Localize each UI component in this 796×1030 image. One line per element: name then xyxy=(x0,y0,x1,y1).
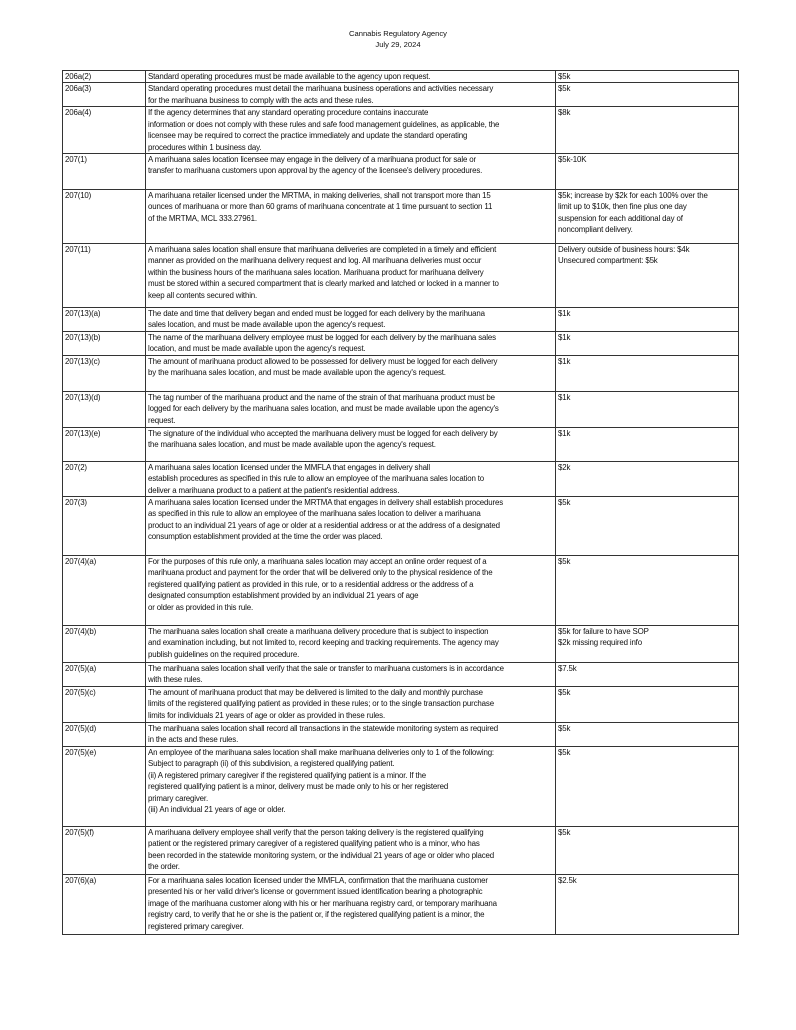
table-row xyxy=(63,723,739,747)
table-row xyxy=(63,461,739,496)
rule-cell: 207(5)(a) xyxy=(63,663,146,687)
rule-cell: 207(13)(a) xyxy=(63,308,146,332)
fine-cell: $1k xyxy=(556,332,739,356)
rule-cell: 206a(4) xyxy=(63,107,146,154)
requirement-cell: The marihuana sales location shall record all transactions in the statewide monitoring system as required in the acts and these rules. xyxy=(146,723,556,747)
rule-cell: 207(11) xyxy=(63,244,146,308)
table-row xyxy=(63,308,739,332)
requirement-cell: A marihuana retailer licensed under the MRTMA, in making deliveries, shall not transport more than 15 ounces of marihuana or more than 60 grams of marihuana concentrate at 1 time pursuant to section 11 of the MRTMA, MCL 333.27961. xyxy=(146,190,556,244)
fine-cell: $5k; increase by $2k for each 100% over the limit up to $10k, then fine plus one day suspension for each additional day of noncompliant delivery. xyxy=(556,190,739,244)
rule-cell: 207(2) xyxy=(63,461,146,496)
rule-cell: 207(5)(e) xyxy=(63,747,146,827)
fine-cell: $1k xyxy=(556,427,739,461)
rule-cell: 207(13)(e) xyxy=(63,427,146,461)
fine-cell: $5k xyxy=(556,71,739,83)
agency-name: Cannabis Regulatory Agency xyxy=(349,29,447,38)
table-row xyxy=(63,427,739,461)
table-row xyxy=(63,875,739,935)
fine-cell: $5k xyxy=(556,83,739,107)
table-row xyxy=(63,687,739,723)
table-row xyxy=(63,190,739,244)
fine-cell: $5k-10K xyxy=(556,154,739,190)
fine-cell: $7.5k xyxy=(556,663,739,687)
requirement-cell: The amount of marihuana product allowed to be possessed for delivery must be logged for each delivery by the marihuana sales location, and must be made available upon the agency's request. xyxy=(146,355,556,391)
rule-cell: 207(4)(b) xyxy=(63,626,146,663)
requirement-cell: The tag number of the marihuana product and the name of the strain of that marihuana product must be logged for each delivery by the marihuana sales location, and must be made available upon the agency's request. xyxy=(146,391,556,427)
rule-cell: 207(13)(c) xyxy=(63,355,146,391)
table-row xyxy=(63,83,739,107)
table-row xyxy=(63,497,739,556)
table-row xyxy=(63,71,739,83)
requirement-cell: The name of the marihuana delivery employee must be logged for each delivery by the marihuana sales location, and must be made available upon the agency's request. xyxy=(146,332,556,356)
requirement-cell: A marihuana delivery employee shall verify that the person taking delivery is the registered qualifying patient or the registered primary caregiver of a registered qualifying patient who is a minor, who has been recorded in the statewide monitoring system, or the individual 21 years of age or older who placed the order. xyxy=(146,827,556,875)
page-header xyxy=(0,29,796,50)
requirement-cell: A marihuana sales location shall ensure that marihuana deliveries are completed in a timely and efficient manner as provided on the marihuana delivery request and log. All marihuana deliveries must occur within the business hours of the marihuana sales location. Marihuana product for marihuana delivery must be stored within a secured compartment that is clearly marked and latched or locked in a manner to keep all contents secured within. xyxy=(146,244,556,308)
rule-cell: 207(5)(d) xyxy=(63,723,146,747)
rule-cell: 207(13)(d) xyxy=(63,391,146,427)
fine-cell: $8k xyxy=(556,107,739,154)
rule-cell: 207(10) xyxy=(63,190,146,244)
fine-cell: Delivery outside of business hours: $4k Unsecured compartment: $5k xyxy=(556,244,739,308)
rule-cell: 207(13)(b) xyxy=(63,332,146,356)
table-row xyxy=(63,556,739,626)
rule-cell: 207(6)(a) xyxy=(63,875,146,935)
requirement-cell: Standard operating procedures must be made available to the agency upon request. xyxy=(146,71,556,83)
table-row xyxy=(63,626,739,663)
requirement-cell: The marihuana sales location shall create a marihuana delivery procedure that is subject to inspection and examination including, but not limited to, record keeping and tracking requirements. The agency may publish guidelines on the required procedure. xyxy=(146,626,556,663)
fine-cell: $5k xyxy=(556,827,739,875)
table-row xyxy=(63,244,739,308)
requirement-cell: A marihuana sales location licensee may engage in the delivery of a marihuana product for sale or transfer to marihuana customers upon approval by the agency of the licensee's delivery procedures. xyxy=(146,154,556,190)
requirement-cell: A marihuana sales location licensed under the MMFLA that engages in delivery shall establish procedures as specified in this rule to allow an employee of the marihuana sales location to deliver a marihuana product to a patient at the patient's residential address. xyxy=(146,461,556,496)
table-row xyxy=(63,154,739,190)
table-row xyxy=(63,332,739,356)
fine-cell: $5k xyxy=(556,556,739,626)
rule-cell: 207(5)(f) xyxy=(63,827,146,875)
violations-fine-table xyxy=(62,70,739,935)
fine-cell: $5k xyxy=(556,687,739,723)
table-row xyxy=(63,827,739,875)
fine-cell: $5k xyxy=(556,723,739,747)
requirement-cell: The date and time that delivery began and ended must be logged for each delivery by the marihuana sales location, and must be made available upon the agency's request. xyxy=(146,308,556,332)
requirement-cell: For a marihuana sales location licensed under the MMFLA, confirmation that the marihuana customer presented his or her valid driver's license or government issued identification bearing a photographic image of the marihuana customer along with his or her marihuana registry card, or temporary marihuana registry card, to verify that he or she is the patient or, if the registered qualifying patient is a minor, the registered primary caregiver. xyxy=(146,875,556,935)
requirement-cell: The signature of the individual who accepted the marihuana delivery must be logged for each delivery by the marihuana sales location, and must be made available upon the agency's request. xyxy=(146,427,556,461)
requirement-cell: An employee of the marihuana sales location shall make marihuana deliveries only to 1 of the following: Subject to paragraph (ii) of this subdivision, a registered qualifying patient. (ii) A registered primary caregiver if the registered qualifying patient is a minor. If the registered qualifying patient is a minor, delivery must be made only to his or her registered primary caregiver. (iii) An individual 21 years of age or older. xyxy=(146,747,556,827)
rule-cell: 207(3) xyxy=(63,497,146,556)
requirement-cell: The marihuana sales location shall verify that the sale or transfer to marihuana customers is in accordance with these rules. xyxy=(146,663,556,687)
fine-cell: $2.5k xyxy=(556,875,739,935)
rule-cell: 207(4)(a) xyxy=(63,556,146,626)
rule-cell: 206a(2) xyxy=(63,71,146,83)
requirement-cell: The amount of marihuana product that may be delivered is limited to the daily and monthly purchase limits of the registered qualifying patient as provided in these rules; or to the single transaction purchase limits for individuals 21 years of age or older as provided in these rules. xyxy=(146,687,556,723)
rule-cell: 206a(3) xyxy=(63,83,146,107)
table-row xyxy=(63,747,739,827)
table-row xyxy=(63,107,739,154)
fine-cell: $1k xyxy=(556,355,739,391)
fine-cell: $5k xyxy=(556,497,739,556)
requirement-cell: If the agency determines that any standard operating procedure contains inaccurate information or does not comply with these rules and safe food management guidelines, as applicable, the licensee may be required to correct the practice immediately and update the standard operating procedures within 1 business day. xyxy=(146,107,556,154)
table-row xyxy=(63,663,739,687)
table-row xyxy=(63,355,739,391)
requirement-cell: For the purposes of this rule only, a marihuana sales location may accept an online order request of a marihuana product and payment for the order that will be delivered only to the physical residence of the registered qualifying patient as provided in this rule, or to a residential address or the address of a designated consumption establishment provided by an individual 21 years of age or older as provided in this rule. xyxy=(146,556,556,626)
fine-cell: $2k xyxy=(556,461,739,496)
rule-cell: 207(5)(c) xyxy=(63,687,146,723)
fine-cell: $1k xyxy=(556,391,739,427)
fine-cell: $1k xyxy=(556,308,739,332)
document-date: July 29, 2024 xyxy=(375,39,421,49)
rule-cell: 207(1) xyxy=(63,154,146,190)
fine-cell: $5k for failure to have SOP $2k missing required info xyxy=(556,626,739,663)
fine-cell: $5k xyxy=(556,747,739,827)
requirement-cell: Standard operating procedures must detail the marihuana business operations and activities necessary for the marihuana business to comply with the acts and these rules. xyxy=(146,83,556,107)
table-row xyxy=(63,391,739,427)
requirement-cell: A marihuana sales location licensed under the MRTMA that engages in delivery shall establish procedures as specified in this rule to allow an employee of the marihuana sales location to deliver a marihuana product to an individual 21 years of age or older at a residential address or at the address of a designated consumption establishment provided at the time the order was placed. xyxy=(146,497,556,556)
